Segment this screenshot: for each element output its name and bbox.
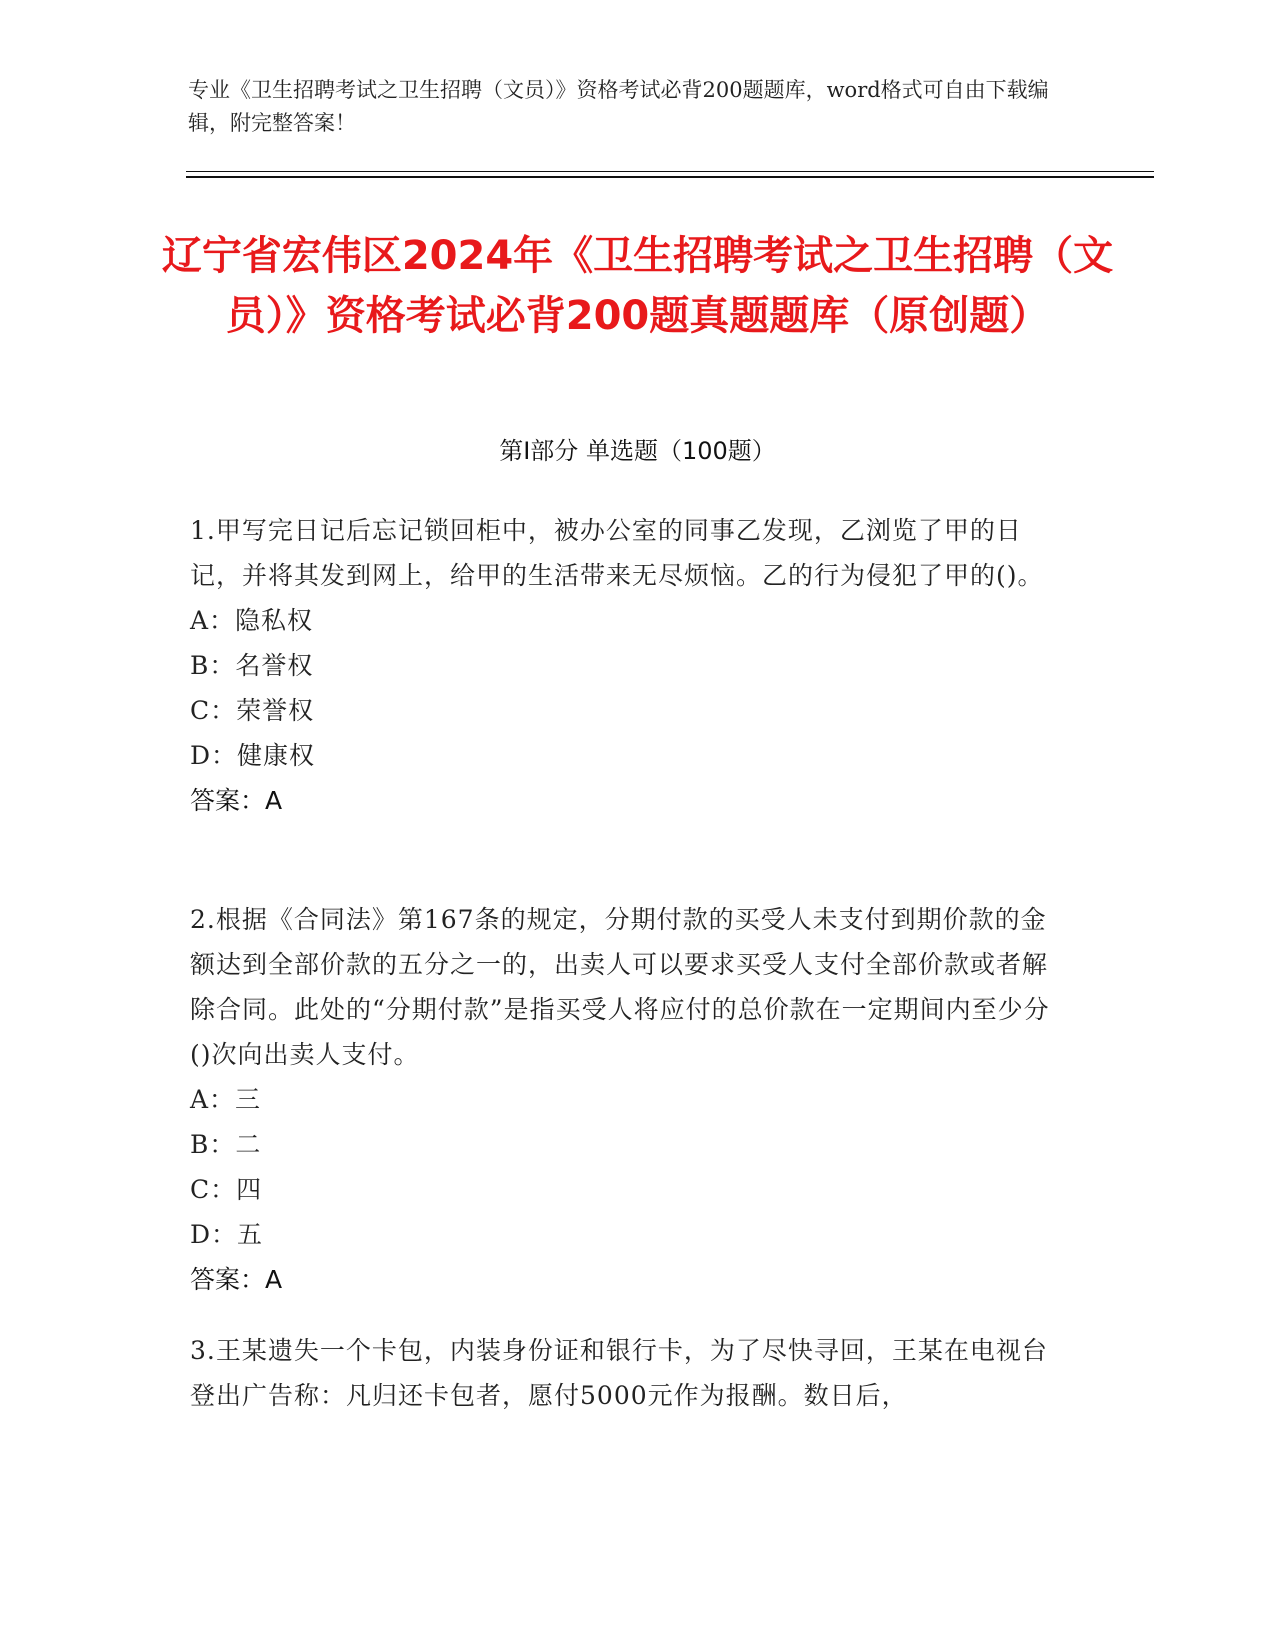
question-3 (190, 1328, 1060, 1418)
answer: 答案：A (190, 786, 283, 815)
question-stem: 2.根据《合同法》第167条的规定，分期付款的买受人未支付到期价款的金额达到全部价款的五分之一的，出卖人可以要求买受人支付全部价款或者解除合同。此处的“分期付款”是指买受人将应付的总价款在一定期间内至少分()次向出卖人支付。 (190, 905, 1050, 1069)
header-note: 专业《卫生招聘考试之卫生招聘（文员）》资格考试必背200题题库，word格式可自由下载编辑，附完整答案！ (188, 78, 1049, 135)
section-heading: 第Ⅰ部分 单选题（100题） (499, 437, 776, 465)
option-a: A：三 (190, 1085, 262, 1114)
header-divider-thick (186, 176, 1154, 178)
option-d: D：健康权 (190, 741, 316, 770)
question-stem: 1.甲写完日记后忘记锁回柜中，被办公室的同事乙发现，乙浏览了甲的日记，并将其发到网上，给甲的生活带来无尽烦恼。乙的行为侵犯了甲的()。 (190, 516, 1044, 590)
option-b: B：名誉权 (190, 651, 314, 680)
question-1 (190, 508, 1060, 823)
option-d: D：五 (190, 1220, 264, 1249)
document-title: 辽宁省宏伟区2024年《卫生招聘考试之卫生招聘（文员）》资格考试必背200题真题题库（原创题） (161, 233, 1114, 339)
option-c: C：荣誉权 (190, 696, 315, 725)
answer: 答案：A (190, 1265, 283, 1294)
header-divider-thin (186, 171, 1154, 172)
option-c: C：四 (190, 1175, 263, 1204)
option-b: B：二 (190, 1130, 262, 1159)
option-a: A：隐私权 (190, 606, 314, 635)
question-2 (190, 897, 1060, 1302)
question-stem: 3.王某遗失一个卡包，内装身份证和银行卡，为了尽快寻回，王某在电视台登出广告称：凡归还卡包者，愿付5000元作为报酬。数日后， (190, 1336, 1048, 1410)
